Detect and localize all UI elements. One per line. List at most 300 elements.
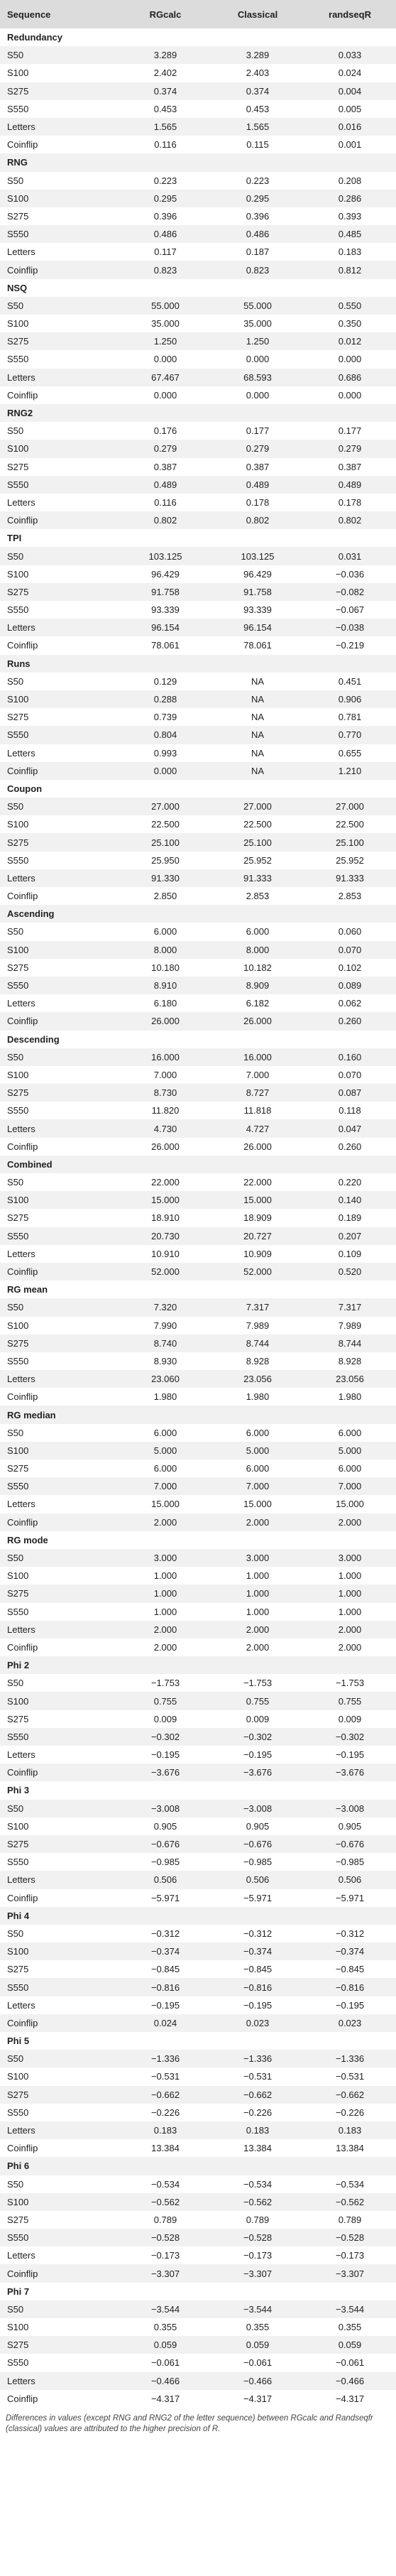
section-header-row [0,28,396,46]
row-label: S100 [7,819,29,830]
row-label: S50 [7,2178,24,2190]
value-cell: −0.195 [243,1749,273,1761]
section-title: Phi 6 [0,2157,396,2175]
table-body [0,28,396,2408]
value-cell: 8.000 [211,941,304,959]
table-row [0,977,396,994]
value-cell: 0.905 [338,1820,362,1832]
row-label: Letters [7,1999,35,2011]
table-row [0,64,396,82]
section-title: Phi 5 [0,2032,396,2050]
table-row [0,315,396,332]
table-row [0,1513,396,1531]
value-cell: 0.140 [304,1191,396,1209]
table-row [0,1853,396,1871]
value-cell: −3.307 [211,2264,304,2282]
value-cell: 7.317 [304,1298,396,1316]
section-title: TPI [0,529,396,547]
row-label: Letters [7,2250,35,2261]
table-row [0,458,396,476]
value-cell: 1.000 [304,1585,396,1602]
row-label: S550 [0,1227,119,1245]
value-cell: −1.753 [243,1678,273,1689]
table-row [0,815,396,833]
table-row [0,1012,396,1030]
row-label: S50 [0,798,119,815]
value-cell: −5.971 [150,1892,180,1903]
value-cell: 0.387 [338,461,362,472]
row-label: S100 [0,190,119,207]
value-cell: 0.453 [153,103,177,114]
row-label: Letters [0,2372,119,2390]
value-cell: 6.000 [246,926,270,938]
row-label: S275 [7,1964,29,1975]
value-cell: −1.336 [119,2050,211,2067]
row-label: S50 [0,1800,119,1817]
value-cell: −3.676 [211,1763,304,1781]
row-label: Letters [0,1119,119,1137]
value-cell: 7.000 [304,1477,396,1495]
value-cell: 0.187 [246,246,270,258]
row-label: Coinflip [7,1141,38,1152]
value-cell: 7.000 [211,1477,304,1495]
value-cell: 0.355 [153,2322,177,2333]
value-cell: −0.985 [243,1857,273,1868]
section-title: Phi 3 [0,1781,396,1799]
value-cell: 10.910 [151,1248,180,1259]
value-cell: 0.024 [119,2014,211,2032]
row-label: S100 [7,67,29,79]
value-cell: 7.320 [119,1298,211,1316]
value-cell: 0.176 [153,425,177,437]
value-cell: −0.226 [150,2107,180,2118]
value-cell: −0.531 [243,2071,273,2082]
value-cell: 0.033 [304,46,396,64]
value-cell: −0.466 [119,2372,211,2390]
value-cell: −0.534 [243,2178,273,2190]
value-cell: 3.289 [119,46,211,64]
row-label: S275 [7,210,29,222]
value-cell: −4.317 [150,2393,180,2404]
value-cell: 0.009 [338,1713,362,1724]
value-cell: 6.000 [338,1427,362,1438]
value-cell: 0.396 [246,210,270,222]
table-row [0,2014,396,2032]
value-cell: −0.067 [335,604,365,616]
row-label: Coinflip [7,1892,38,1903]
value-cell: 0.024 [338,67,362,79]
value-cell: 0.059 [304,2336,396,2354]
value-cell: 0.118 [339,1105,361,1116]
row-label: Coinflip [7,1391,38,1403]
value-cell: −0.466 [304,2372,396,2390]
value-cell: 2.000 [119,1621,211,1638]
value-cell: 0.004 [304,82,396,100]
row-label: Coinflip [0,1513,119,1531]
value-cell: 2.850 [153,891,177,902]
table-row [0,1442,396,1460]
row-label: S275 [7,2214,29,2225]
value-cell: 2.403 [246,67,270,79]
value-cell: −0.985 [335,1857,365,1868]
row-label: S550 [7,354,29,365]
table-row [0,1871,396,1888]
value-cell: 5.000 [211,1442,304,1460]
table-row [0,852,396,869]
value-cell: 0.350 [338,318,362,330]
row-label: Letters [0,1621,119,1638]
value-cell: 8.744 [304,1335,396,1352]
value-cell: 1.210 [304,762,396,780]
value-cell: 20.730 [119,1227,211,1245]
table-row [0,1245,396,1263]
row-label: Coinflip [0,1263,119,1281]
value-cell: 0.520 [304,1263,396,1281]
value-cell: 78.061 [151,640,180,651]
value-cell: −0.845 [243,1964,273,1975]
table-row [0,1710,396,1728]
table-row [0,1942,396,1960]
row-label: S550 [7,2107,29,2118]
row-label: S550 [0,977,119,994]
row-label: S275 [0,82,119,100]
section-header-row [0,1907,396,1925]
value-cell: 0.387 [153,461,177,472]
row-label: Letters [7,747,35,759]
value-cell: NA [251,712,265,723]
table-row [0,1674,396,1692]
value-cell: 68.593 [211,369,304,386]
table-row [0,690,396,708]
value-cell: 0.023 [211,2014,304,2032]
row-label: S275 [7,1713,29,1724]
value-cell: 0.207 [304,1227,396,1245]
row-label: Coinflip [0,511,119,529]
value-cell: 0.393 [338,210,362,222]
value-cell: 0.223 [153,175,177,186]
value-cell: 8.909 [211,977,304,994]
section-header-row [0,1406,396,1423]
table-row [0,2318,396,2336]
value-cell: 4.730 [119,1119,211,1137]
table-row [0,1477,396,1495]
table-row [0,1549,396,1567]
section-header-row [0,655,396,673]
value-cell: 52.000 [119,1263,211,1281]
value-cell: 8.910 [119,977,211,994]
value-cell: 23.056 [304,1370,396,1388]
value-cell: 0.000 [153,354,177,365]
row-label: S550 [7,1857,29,1868]
section-title: Ascending [0,905,396,923]
value-cell: 0.295 [211,190,304,207]
value-cell: 0.755 [119,1692,211,1710]
value-cell: −0.662 [119,2086,211,2104]
row-label: Letters [7,1248,35,1259]
row-label: S275 [0,1835,119,1853]
row-label: S275 [0,2336,119,2354]
table-row [0,2086,396,2104]
value-cell: 91.330 [119,869,211,887]
row-label: S50 [7,1177,24,1188]
value-cell: 3.000 [211,1549,304,1567]
table-row [0,619,396,636]
row-label: S50 [7,175,24,186]
value-cell: 26.000 [243,1141,272,1152]
section-title: Phi 2 [0,1656,396,1674]
table-row [0,1102,396,1119]
row-label: Coinflip [0,762,119,780]
row-label: S275 [0,332,119,350]
value-cell: 27.000 [119,798,211,815]
table-row [0,2246,396,2264]
table-row [0,1835,396,1853]
value-cell: −0.816 [304,1978,396,1996]
value-cell: 0.223 [246,175,270,186]
value-cell: 7.990 [153,1320,177,1331]
value-cell: −0.226 [335,2107,365,2118]
section-header-row [0,905,396,923]
value-cell: 26.000 [119,1012,211,1030]
row-label: Coinflip [7,2393,38,2404]
row-label: S550 [0,2229,119,2246]
section-header-row [0,1156,396,1173]
row-label: S550 [7,103,29,114]
value-cell: −1.753 [150,1678,180,1689]
section-header-row [0,780,396,798]
row-label: S275 [0,583,119,601]
value-cell: 96.154 [119,619,211,636]
table-row [0,869,396,887]
value-cell: −3.008 [119,1800,211,1817]
row-label: Letters [7,1499,35,1510]
table-row [0,798,396,815]
section-header-row [0,279,396,297]
table-row [0,565,396,583]
value-cell: 7.989 [338,1320,362,1331]
value-cell: −0.845 [335,1964,365,1975]
value-cell: −0.038 [304,619,396,636]
row-label: S100 [7,1570,29,1582]
value-cell: 0.655 [338,747,362,759]
value-cell: 10.182 [243,962,272,973]
table-row [0,1173,396,1191]
value-cell: 0.485 [304,225,396,243]
value-cell: 103.125 [211,547,304,565]
value-cell: 0.486 [211,225,304,243]
row-label: S100 [7,2322,29,2333]
row-label: S100 [0,2193,119,2211]
table-row [0,1119,396,1137]
value-cell: 0.489 [211,476,304,494]
value-cell: NA [251,747,265,759]
value-cell: 0.279 [304,440,396,457]
table-row [0,1084,396,1102]
row-label: Coinflip [0,261,119,278]
value-cell: 0.177 [246,425,270,437]
value-cell: 7.989 [246,1320,270,1331]
value-cell: 96.154 [211,619,304,636]
value-cell: NA [251,675,265,687]
section-title: NSQ [0,279,396,297]
row-label: S50 [0,297,119,315]
table-row [0,1227,396,1245]
row-label: S275 [7,1463,29,1474]
table-row [0,1317,396,1335]
table-row [0,1138,396,1156]
table-row [0,959,396,977]
value-cell: −0.312 [243,1928,273,1939]
row-label: S100 [7,318,29,330]
table-row [0,172,396,190]
value-cell: 2.853 [246,891,270,902]
value-cell: −0.036 [335,568,365,580]
value-cell: 0.789 [246,2214,270,2225]
value-cell: −0.534 [150,2178,180,2190]
value-cell: 2.000 [246,1641,270,1653]
value-cell: 8.928 [338,1355,362,1366]
value-cell: 2.000 [211,1513,304,1531]
table-row [0,1925,396,1942]
value-cell: 0.000 [338,389,362,401]
value-cell: 6.000 [153,1427,177,1438]
value-cell: −3.544 [304,2300,396,2318]
value-cell: NA [211,762,304,780]
value-cell: 8.727 [211,1084,304,1102]
value-cell: 0.453 [246,103,270,114]
value-cell: 8.928 [246,1355,270,1366]
value-cell: 20.727 [211,1227,304,1245]
value-cell: −0.374 [211,1942,304,1960]
section-title: RG mode [0,1531,396,1549]
row-label: Coinflip [7,389,38,401]
row-label: S550 [7,854,29,866]
table-row [0,1567,396,1585]
table-row [0,243,396,261]
row-label: Coinflip [7,640,38,651]
row-label: S275 [7,1212,29,1224]
row-label: S50 [7,675,24,687]
row-label: S100 [0,941,119,959]
section-header-row [0,1281,396,1298]
table-row [0,1800,396,1817]
section-title: Combined [0,1156,396,1173]
table-header [0,0,396,28]
value-cell: 0.374 [211,82,304,100]
row-label: S50 [7,926,24,938]
table-row [0,1603,396,1621]
table-row [0,2104,396,2121]
row-label: Letters [7,1749,35,1761]
value-cell: 1.000 [153,1606,177,1617]
value-cell: 0.506 [119,1871,211,1888]
value-cell: 1.565 [211,118,304,136]
value-cell: 0.047 [304,1119,396,1137]
value-cell: 0.116 [154,496,177,508]
value-cell: 0.009 [246,1713,270,1724]
value-cell: −0.528 [119,2229,211,2246]
row-label: Coinflip [0,1763,119,1781]
value-cell: 0.062 [338,998,362,1009]
value-cell: 6.182 [246,998,270,1009]
value-cell: 0.000 [119,762,211,780]
row-label: S550 [7,1606,29,1617]
value-cell: 0.739 [153,712,177,723]
table-row [0,2390,396,2408]
value-cell: 2.000 [153,1641,177,1653]
value-cell: 0.789 [338,2214,362,2225]
value-cell: 0.178 [246,496,270,508]
header-sequence: Sequence [0,0,119,28]
row-label: S275 [0,1335,119,1352]
section-title: Runs [0,655,396,673]
value-cell: 25.100 [211,833,304,851]
row-label: S550 [0,476,119,494]
table-row [0,601,396,619]
value-cell: 0.023 [304,2014,396,2032]
value-cell: −0.173 [335,2250,365,2261]
row-label: S550 [7,1355,29,1366]
row-label: S50 [0,2300,119,2318]
value-cell: 0.160 [304,1048,396,1066]
value-cell: 0.109 [338,1248,362,1259]
value-cell: 96.429 [151,568,180,580]
table-row [0,190,396,207]
value-cell: 27.000 [304,798,396,815]
table-row [0,1263,396,1281]
value-cell: 0.087 [304,1084,396,1102]
value-cell: 25.952 [243,854,272,866]
value-cell: 8.000 [119,941,211,959]
value-cell: −0.302 [211,1728,304,1746]
row-label: Letters [0,2121,119,2139]
section-title: RG mean [0,1281,396,1298]
table-row [0,726,396,744]
value-cell: 22.000 [243,1177,272,1188]
value-cell: −3.676 [119,1763,211,1781]
value-cell: 18.909 [243,1212,272,1224]
value-cell: −0.082 [304,583,396,601]
value-cell: −3.307 [119,2264,211,2282]
table-row [0,2175,396,2193]
row-label: S275 [0,1084,119,1102]
value-cell: 0.189 [338,1212,362,1224]
value-cell: 0.260 [338,1141,362,1152]
table-row [0,1352,396,1370]
table-row [0,82,396,100]
table-row [0,118,396,136]
value-cell: 3.000 [304,1549,396,1567]
table-row [0,1460,396,1477]
value-cell: 8.930 [153,1355,177,1366]
table-row [0,2336,396,2354]
row-label: Coinflip [7,139,38,151]
value-cell: 15.000 [336,1499,364,1510]
value-cell: 26.000 [211,1012,304,1030]
value-cell: −1.336 [211,2050,304,2067]
value-cell: 0.781 [338,712,362,723]
value-cell: 2.000 [338,1641,362,1653]
value-cell: −0.676 [119,1835,211,1853]
value-cell: 0.005 [338,103,362,114]
value-cell: 1.000 [211,1585,304,1602]
table-row [0,1048,396,1066]
table-row [0,994,396,1012]
table-row [0,1817,396,1835]
table-row [0,1978,396,1996]
table-row [0,1763,396,1781]
table-row [0,297,396,315]
